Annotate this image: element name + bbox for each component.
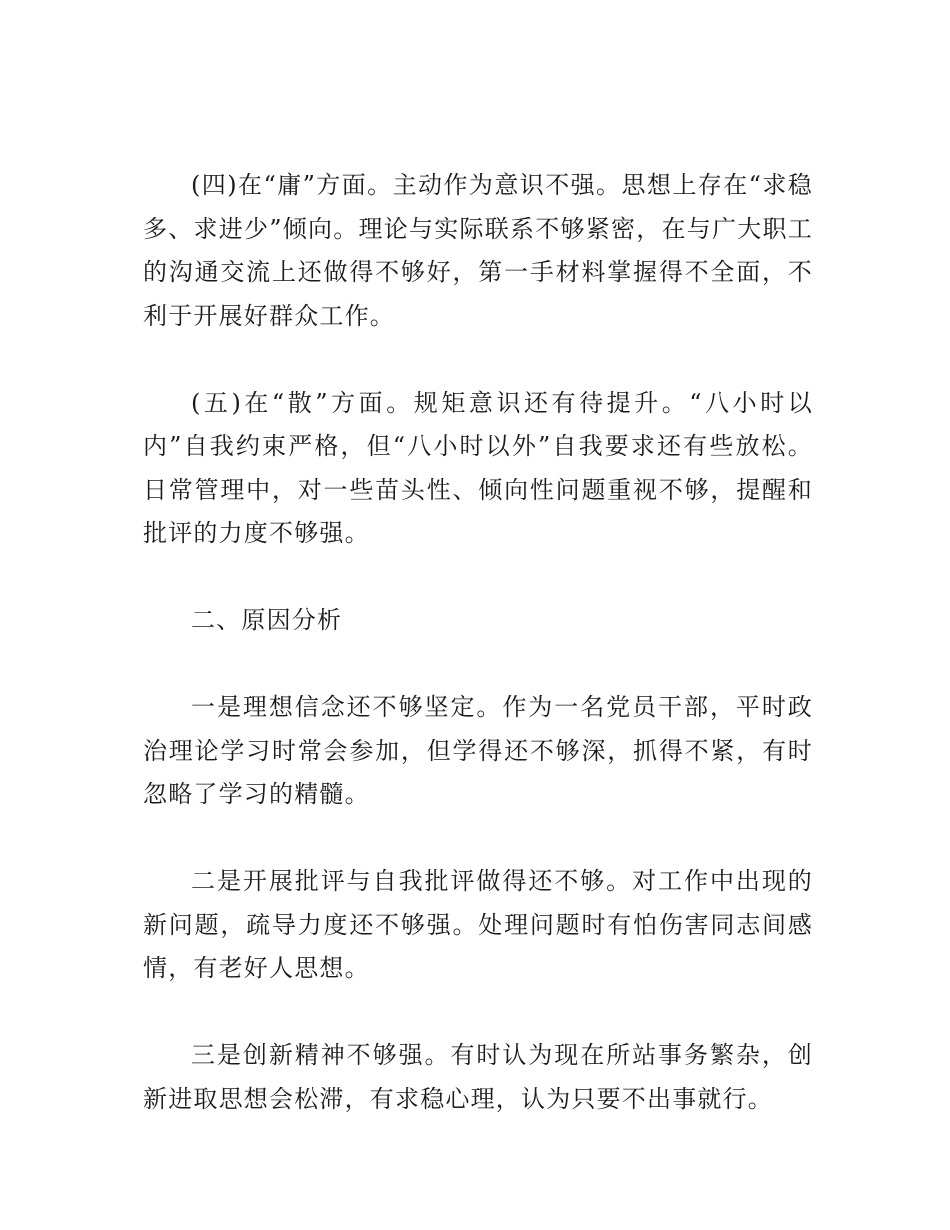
paragraph-cause-three: 三是创新精神不够强。有时认为现在所站事务繁杂，创新进取思想会松滞，有求稳心理，认为只要不出事就行。 — [143, 1041, 813, 1113]
paragraph-cause-two: 二是开展批评与自我批评做得还不够。对工作中出现的新问题，疏导力度还不够强。处理问题时有怕伤害同志间感情，有老好人思想。 — [143, 867, 813, 982]
paragraph-san: (五)在“散”方面。规矩意识还有待提升。“八小时以内”自我约束严格，但“八小时以外”自我要求还有些放松。日常管理中，对一些苗头性、倾向性问题重视不够，提醒和批评的力度不够强。 — [143, 388, 813, 547]
section-heading-cause-analysis: 二、原因分析 — [191, 606, 343, 634]
document-body — [143, 164, 813, 1165]
paragraph-yong: (四)在“庸”方面。主动作为意识不强。思想上存在“求稳多、求进少”倾向。理论与实际联系不够紧密，在与广大职工的沟通交流上还做得不够好，第一手材料掌握得不全面，不利于开展好群众工作。 — [143, 171, 813, 330]
paragraph-cause-one: 一是理想信念还不够坚定。作为一名党员干部，平时政治理论学习时常会参加，但学得还不够深，抓得不紧，有时忽略了学习的精髓。 — [143, 693, 813, 808]
